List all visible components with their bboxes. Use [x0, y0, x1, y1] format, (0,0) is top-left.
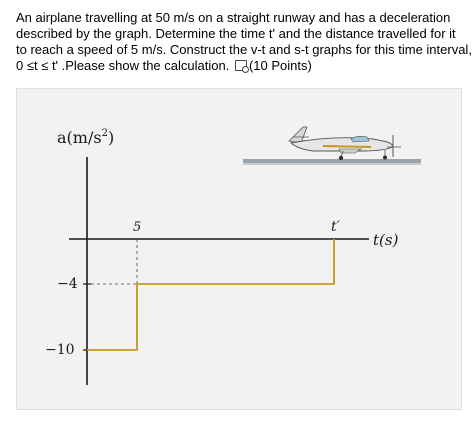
airplane-icon: [243, 127, 421, 165]
question-line-1: An airplane travelling at 50 m/s on a straight runway and has a deceleration: [16, 10, 451, 25]
x-tick-label-tprime: t′: [331, 219, 340, 235]
acceleration-graph: [17, 89, 461, 409]
acceleration-graph-figure: [16, 88, 462, 410]
y-axis-label: $a(m/s^2)$: [57, 128, 115, 147]
question-line-4-text: 0 ≤t ≤ t' .Please show the calculation.: [16, 58, 230, 73]
image-search-icon[interactable]: [235, 60, 247, 71]
question-line-4: [16, 58, 462, 74]
acceleration-series-line: [87, 239, 334, 350]
x-tick-label-5: 5: [133, 220, 142, 235]
question-text: [16, 10, 472, 74]
x-axis-label: t(s): [373, 231, 399, 249]
points-label: (10 Points): [248, 58, 312, 73]
question-line-3: to reach a speed of 5 m/s. Construct the v-t and s-t graphs for this time interval,: [16, 42, 472, 57]
y-tick-label-minus10: −10: [45, 342, 75, 358]
y-tick-label-minus4: −4: [57, 276, 78, 292]
question-line-2: described by the graph. Determine the time t' and the distance travelled for it: [16, 26, 456, 41]
